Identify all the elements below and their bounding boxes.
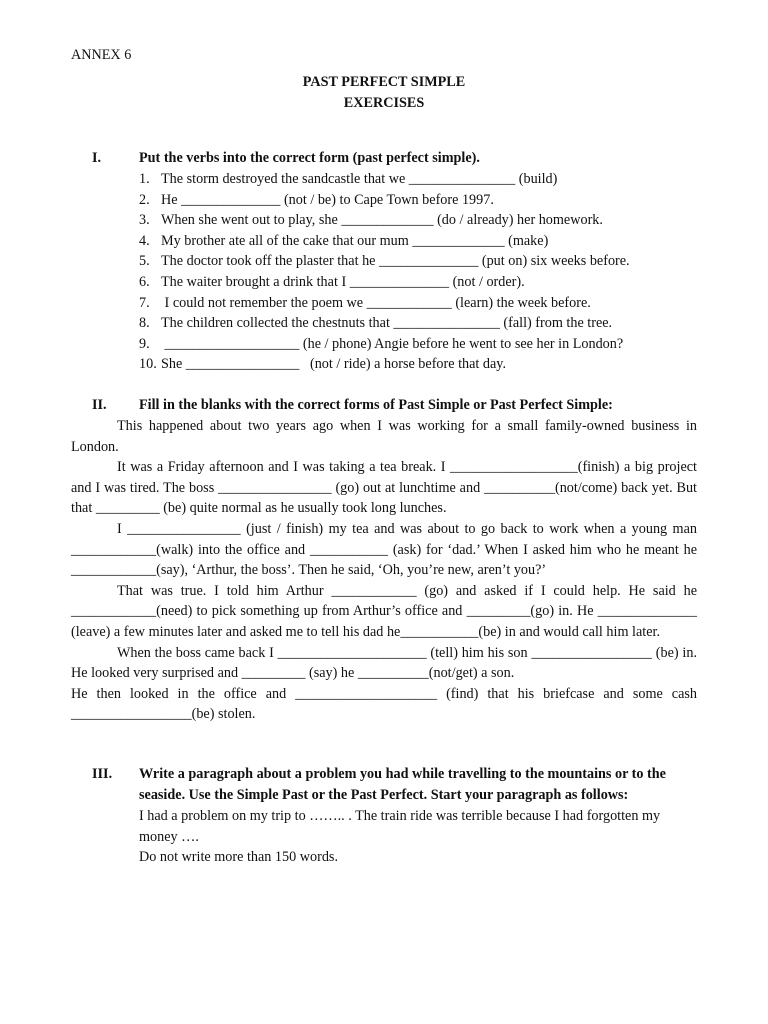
story-paragraph: This happened about two years ago when I was working for a small family-owned business in London. xyxy=(71,418,697,455)
exercise-text: When she went out to play, she _____________ (do / already) her homework. xyxy=(161,212,603,229)
exercise-number: 3. xyxy=(139,212,150,229)
exercise-number: 4. xyxy=(139,232,150,249)
story-paragraph: It was a Friday afternoon and I was taking a tea break. I __________________(finish) a big project and I was tired. The boss ________________ (go) out at lunchtime and __________(not/come) back yet. But that _________ (be) quite normal as he usually took long lunches. xyxy=(71,459,697,517)
worksheet-subtitle: EXERCISES xyxy=(343,95,425,111)
exercise-text: She ________________ (not / ride) a horse before that day. xyxy=(161,356,507,373)
exercise-item xyxy=(139,251,699,272)
exercise-text: The storm destroyed the sandcastle that we _______________ (build) xyxy=(161,171,558,187)
section-1-number: I. xyxy=(92,150,102,166)
exercise-text: The doctor took off the plaster that he ______________ (put on) six weeks before. xyxy=(161,253,630,270)
exercise-number: 9. xyxy=(139,335,150,352)
annex-label: ANNEX 6 xyxy=(71,47,132,63)
section-2-number: II. xyxy=(92,397,107,413)
worksheet-title: PAST PERFECT SIMPLE xyxy=(302,74,466,90)
exercise-text: The waiter brought a drink that I ______________ (not / order). xyxy=(161,273,525,290)
exercise-number: 8. xyxy=(139,315,150,332)
story-paragraph: When the boss came back I _____________________ (tell) him his son _________________ (be) in. He looked very surprised and _________ (say) he __________(not/get) a son. xyxy=(71,644,697,682)
exercise-number: 1. xyxy=(139,171,150,187)
section-2-story xyxy=(71,416,697,725)
section-1-exercise-list xyxy=(139,169,699,375)
section-2-heading: Fill in the blanks with the correct forms of Past Simple or Past Perfect Simple: xyxy=(139,397,613,413)
exercise-item xyxy=(139,313,699,334)
exercise-number: 2. xyxy=(139,191,150,208)
exercise-text: He ______________ (not / be) to Cape Town before 1997. xyxy=(161,191,494,208)
story-paragraph: I ________________ (just / finish) my tea and was about to go back to work when a young man ____________(walk) into the office and ___________ (ask) for ‘dad.’ When I asked him who he meant he ____________(say), ‘Arthur, the boss’. Then he said, ‘Oh, you’re new, aren’t you?’ xyxy=(71,520,697,579)
exercise-text: The children collected the chestnuts that _______________ (fall) from the tree. xyxy=(161,315,613,332)
section-1-heading: Put the verbs into the correct form (past perfect simple). xyxy=(139,150,480,166)
section-3-heading: Write a paragraph about a problem you had while travelling to the mountains or to the seaside. Use the Simple Past or the Past Perfect. Start your paragraph as follows: xyxy=(139,766,666,803)
word-limit-note: Do not write more than 150 words. xyxy=(139,849,338,866)
exercise-item xyxy=(139,354,699,375)
exercise-text: My brother ate all of the cake that our mum _____________ (make) xyxy=(161,232,549,249)
paragraph-starter: I had a problem on my trip to …….. . The train ride was terrible because I had forgotten my money …. xyxy=(139,808,661,845)
section-3-number: III. xyxy=(92,766,113,782)
exercise-item xyxy=(139,169,699,190)
section-3-body xyxy=(139,806,699,868)
exercise-number: 7. xyxy=(139,294,150,311)
exercise-item xyxy=(139,272,699,293)
exercise-item xyxy=(139,231,699,252)
story-paragraph: That was true. I told him Arthur ____________ (go) and asked if I could help. He said he ____________(need) to pick something up from Arthur’s office and _________(go) in. He ______________ (leave) a few minutes later and asked me to tell his dad he___________(be) in and would call him later. xyxy=(71,582,697,640)
exercise-item xyxy=(139,190,699,211)
exercise-item xyxy=(139,210,699,231)
exercise-text: I could not remember the poem we ____________ (learn) the week before. xyxy=(161,294,591,311)
exercise-number: 5. xyxy=(139,253,150,270)
exercise-item xyxy=(139,334,699,355)
exercise-text: ___________________ (he / phone) Angie before he went to see her in London? xyxy=(161,335,624,352)
story-paragraph: He then looked in the office and ____________________ (find) that his briefcase and some cash _________________(be) stolen. xyxy=(71,685,697,723)
exercise-number: 10. xyxy=(139,356,157,373)
exercise-number: 6. xyxy=(139,273,150,290)
exercise-item xyxy=(139,293,699,314)
